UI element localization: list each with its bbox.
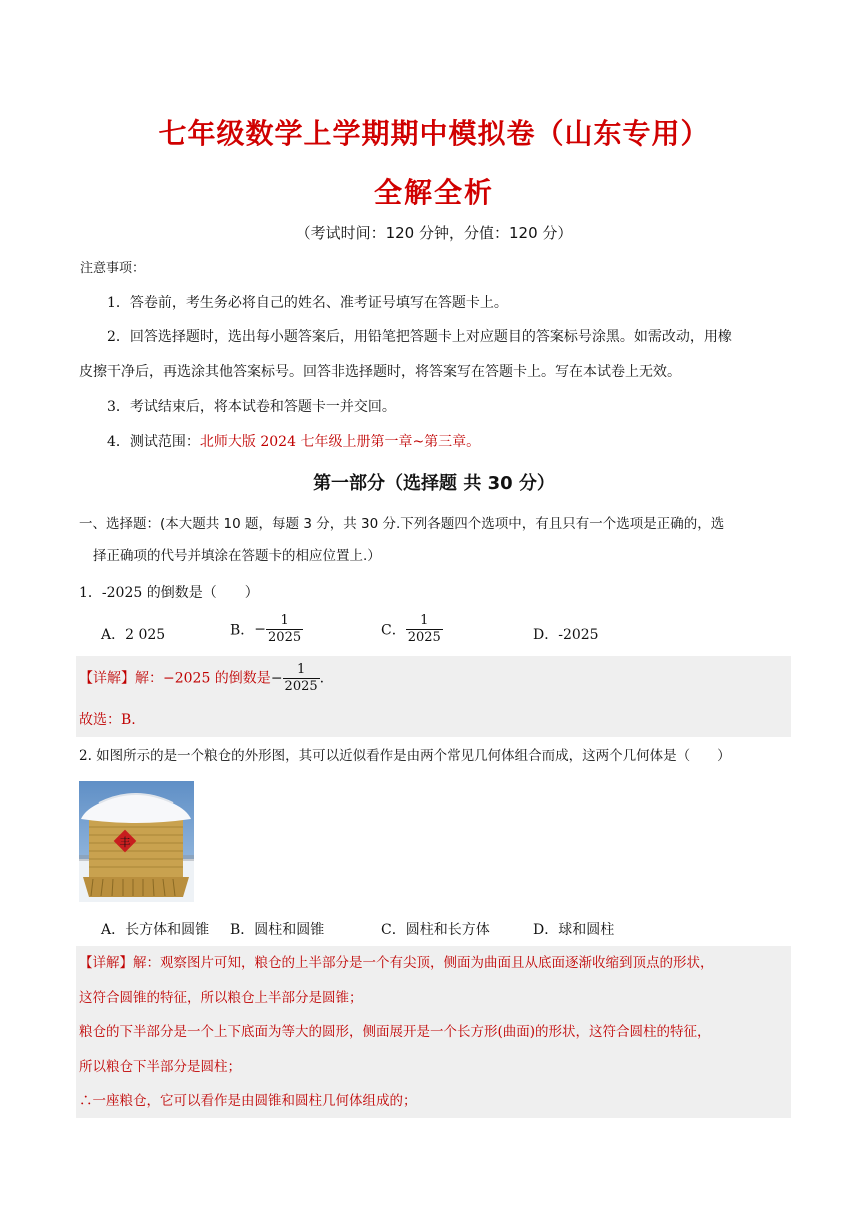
fraction-denominator: 2025 bbox=[268, 630, 302, 645]
section-instructions-line2: 择正确项的代号并填涂在答题卡的相应位置上.） bbox=[93, 548, 381, 564]
granary-illustration bbox=[79, 781, 194, 902]
q1-option-b-label: B． bbox=[230, 622, 255, 639]
q2-option-d: D．球和圆柱 bbox=[533, 922, 615, 938]
q1-option-c-fraction bbox=[406, 613, 443, 646]
q1-detail bbox=[79, 662, 324, 695]
q1-answer: 故选：B. bbox=[79, 712, 136, 728]
q2-option-a: A．长方体和圆锥 bbox=[101, 922, 210, 938]
note-1: 1．答卷前，考生务必将自己的姓名、准考证号填写在答题卡上。 bbox=[107, 295, 508, 311]
q2-option-c: C．圆柱和长方体 bbox=[381, 922, 490, 938]
fraction-numerator: 1 bbox=[266, 613, 303, 630]
q1-detail-end: . bbox=[319, 670, 325, 687]
q1-detail-sign: − bbox=[270, 670, 283, 687]
granary-image bbox=[79, 781, 194, 902]
note-2-line1: 2．回答选择题时，选出每小题答案后，用铅笔把答题卡上对应题目的答案标号涂黑。如需改动，用橡 bbox=[107, 329, 732, 345]
q2-detail-line5: ∴一座粮仓，它可以看作是由圆锥和圆柱几何体组成的； bbox=[79, 1093, 417, 1109]
q1-option-a: A．2 025 bbox=[101, 627, 166, 643]
fraction-numerator: 1 bbox=[406, 613, 443, 630]
q1-detail-fraction bbox=[283, 662, 320, 695]
q1-option-c-label: C． bbox=[381, 622, 406, 639]
note-4 bbox=[107, 432, 480, 452]
q1-stem: 1．-2025 的倒数是（ ） bbox=[79, 585, 259, 601]
q2-option-b: B．圆柱和圆锥 bbox=[230, 922, 325, 938]
exam-info: （考试时间：120 分钟，分值：120 分） bbox=[295, 224, 573, 242]
q1-option-b-fraction bbox=[266, 613, 303, 646]
fraction-denominator: 2025 bbox=[284, 679, 318, 694]
q1-option-b-sign: − bbox=[254, 621, 267, 638]
note-2-line2: 皮擦干净后，再选涂其他答案标号。回答非选择题时，将答案写在答题卡上。写在本试卷上无效。 bbox=[79, 364, 681, 380]
note-4-scope: 北师大版 2024 七年级上册第一章~第三章。 bbox=[199, 434, 481, 450]
q2-detail-tag: 【详解】 bbox=[79, 955, 133, 971]
q2-detail-line1 bbox=[79, 953, 714, 973]
q1-detail-tag: 【详解】 bbox=[79, 670, 135, 687]
notes-heading: 注意事项： bbox=[80, 261, 146, 276]
q2-stem: 2. 如图所示的是一个粮仓的外形图，其可以近似看作是由两个常见几何体组合而成，这两个几何体是（ ） bbox=[79, 748, 731, 764]
fraction-numerator: 1 bbox=[283, 662, 320, 679]
section-instructions-line1: 一、选择题：(本大题共 10 题，每题 3 分，共 30 分.下列各题四个选项中，有且只有一个选项是正确的，选 bbox=[79, 516, 725, 532]
fraction-denominator: 2025 bbox=[407, 630, 441, 645]
note-4-prefix: 4．测试范围： bbox=[107, 434, 200, 450]
q2-detail-line2: 这符合圆锥的特征，所以粮仓上半部分是圆锥； bbox=[79, 990, 363, 1006]
document-subtitle: 全解全析 bbox=[373, 176, 494, 209]
note-3: 3．考试结束后，将本试卷和答题卡一并交回。 bbox=[107, 399, 396, 415]
q1-option-d: D．-2025 bbox=[533, 627, 599, 643]
part1-title: 第一部分（选择题 共 30 分） bbox=[313, 473, 555, 494]
q2-detail-text-1: 解：观察图片可知，粮仓的上半部分是一个有尖顶，侧面为曲面且从底面逐渐收缩到顶点的形状， bbox=[133, 955, 714, 971]
granary-sign-char: 丰 bbox=[119, 836, 131, 849]
q1-option-c bbox=[381, 613, 443, 646]
q1-detail-text: 解：−2025 的倒数是 bbox=[135, 670, 271, 687]
q2-detail-line3: 粮仓的下半部分是一个上下底面为等大的圆形，侧面展开是一个长方形(曲面)的形状，这符合圆柱的特征， bbox=[79, 1024, 711, 1040]
document-title: 七年级数学上学期期中模拟卷（山东专用） bbox=[158, 117, 710, 150]
q2-detail-line4: 所以粮仓下半部分是圆柱； bbox=[79, 1059, 241, 1075]
q1-option-b bbox=[230, 613, 303, 646]
